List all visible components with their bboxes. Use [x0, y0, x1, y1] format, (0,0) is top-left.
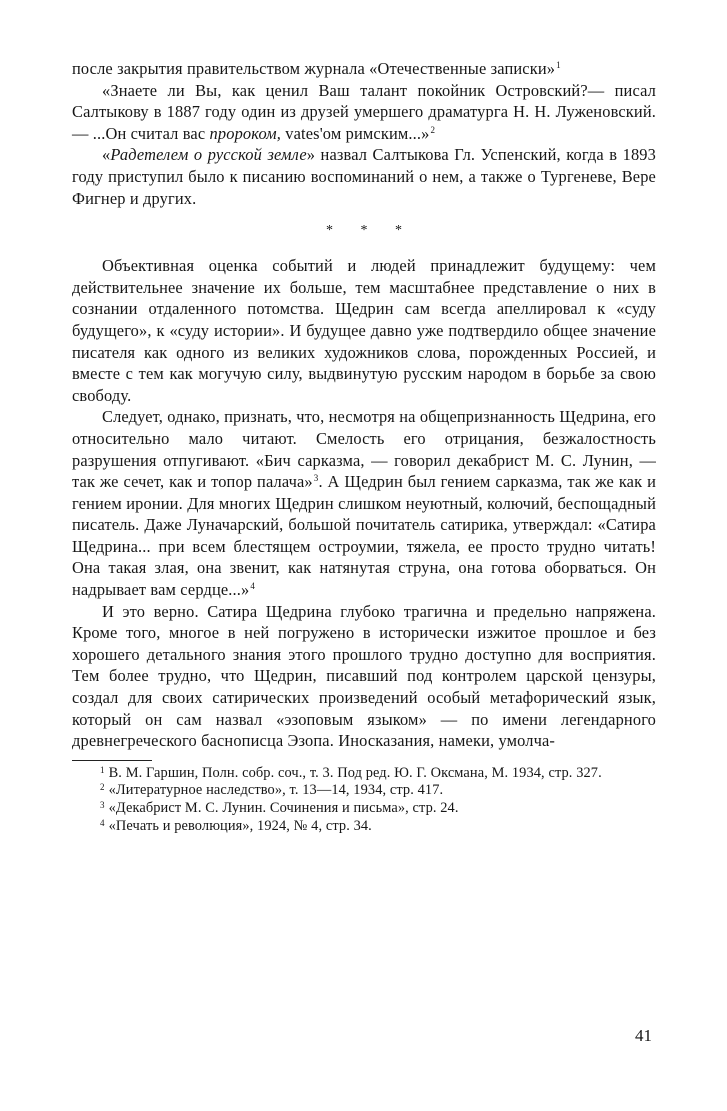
footnote-ref: 3: [313, 473, 319, 484]
footnotes: [72, 765, 656, 835]
page-number: 41: [635, 1026, 652, 1045]
footnote-number: 2: [100, 782, 105, 793]
footnote-ref: 2: [430, 124, 436, 135]
footnote: [72, 800, 656, 818]
body-text-bottom: [72, 255, 656, 752]
text-run: после закрытия правительством журнала «Отечественные записки»: [72, 59, 556, 78]
text-run: Радетелем о русской земле: [110, 145, 307, 165]
text-run: «: [102, 145, 111, 165]
footnote-text: В. М. Гаршин, Полн. собр. соч., т. 3. Под ред. Ю. Г. Оксмана, М. 1934, стр. 327.: [108, 764, 602, 781]
text-run: «Знаете ли Вы, как ценил Ваш талант покойник Островский?— писал Салтыкову в 1887 году один из друзей умершего драматурга Н. Н. Луженовский. — ...Он считал вас: [72, 80, 656, 143]
footnote-text: «Декабрист М. С. Лунин. Сочинения и письма», стр. 24.: [108, 800, 459, 816]
footnote-rule: [72, 760, 152, 761]
text-run: Следует, однако, признать, что, несмотря на общепризнанность Щедрина, его относительно мало читают. Смелость его отрицания, безжалостность разрушения отпугивают. «Бич сарказма, — говорил декабрист М. С. Лунин, — так же сечет, как и топор палача»: [72, 407, 656, 492]
paragraph: [72, 406, 656, 600]
book-page: [72, 58, 656, 835]
text-run: . А Щедрин был гением сарказма, так же как и гением иронии. Для многих Щедрин слишком неуютный, колючий, беспощадный писатель. Даже Луначарский, большой почитатель сатирика, утверждал: «Сатира Щедрина... при всем блестящем остроумии, тяжела, ее просто трудно читать! Она такая злая, она звенит, как натянутая струна, она готова оборваться. Он надрывает вам сердце...»: [72, 472, 657, 600]
footnote-number: 3: [100, 800, 105, 810]
text-run: И это верно. Сатира Щедрина глубоко трагична и предельно напряжена. Кроме того, многое в ней погружено в исторически изжитое прошлое и без хорошего детального знания этого прошлого трудно доступно для восприятия. Тем более трудно, что Щедрин, писавший под контролем царской цензуры, создал для своих сатирических произведений особый метафорический язык, который он сам назвал «эзоповым языком» — по имени легендарного древнегреческого баснописца Эзопа. Иносказания, намеки, умолча-: [72, 601, 656, 751]
section-separator: * * *: [326, 223, 414, 239]
footnote: [72, 765, 656, 783]
footnote-ref: 1: [556, 60, 561, 70]
footnote-number: 1: [100, 764, 105, 775]
text-run: vates'ом римским...»: [281, 123, 430, 143]
paragraph: [72, 58, 656, 80]
body-text-top: [72, 58, 656, 209]
footnote-text: «Литературное наследство», т. 13—14, 1934, стр. 417.: [108, 782, 444, 799]
text-run: Объективная оценка событий и людей принадлежит будущему: чем действительнее значение их больше, тем масштабнее представление о них в сознании отдаленного потомства. Щедрин сам всегда апеллировал к «суду будущего», к «суду истории». И будущее давно уже подтвердило общее значение писателя как одного из великих художников слова, порожденных Россией, и вместе с тем как могучую силу, выдвинутую русским народом в борьбе за свою свободу.: [72, 256, 656, 405]
footnote: [72, 818, 656, 836]
paragraph: [72, 80, 656, 145]
paragraph: [72, 255, 656, 406]
footnote: [72, 782, 656, 800]
paragraph: [72, 601, 656, 752]
paragraph: [72, 144, 656, 209]
text-run: » назвал Салтыкова Гл. Успенский, когда в 1893 году приступил было к писанию воспоминаний о нем, а также о Тургеневе, Вере Фигнер и других.: [72, 145, 656, 208]
text-run: пророком,: [209, 123, 282, 143]
footnote-number: 4: [100, 817, 105, 828]
footnote-ref: 4: [250, 581, 256, 592]
footnote-text: «Печать и революция», 1924, № 4, стр. 34.: [108, 817, 372, 834]
